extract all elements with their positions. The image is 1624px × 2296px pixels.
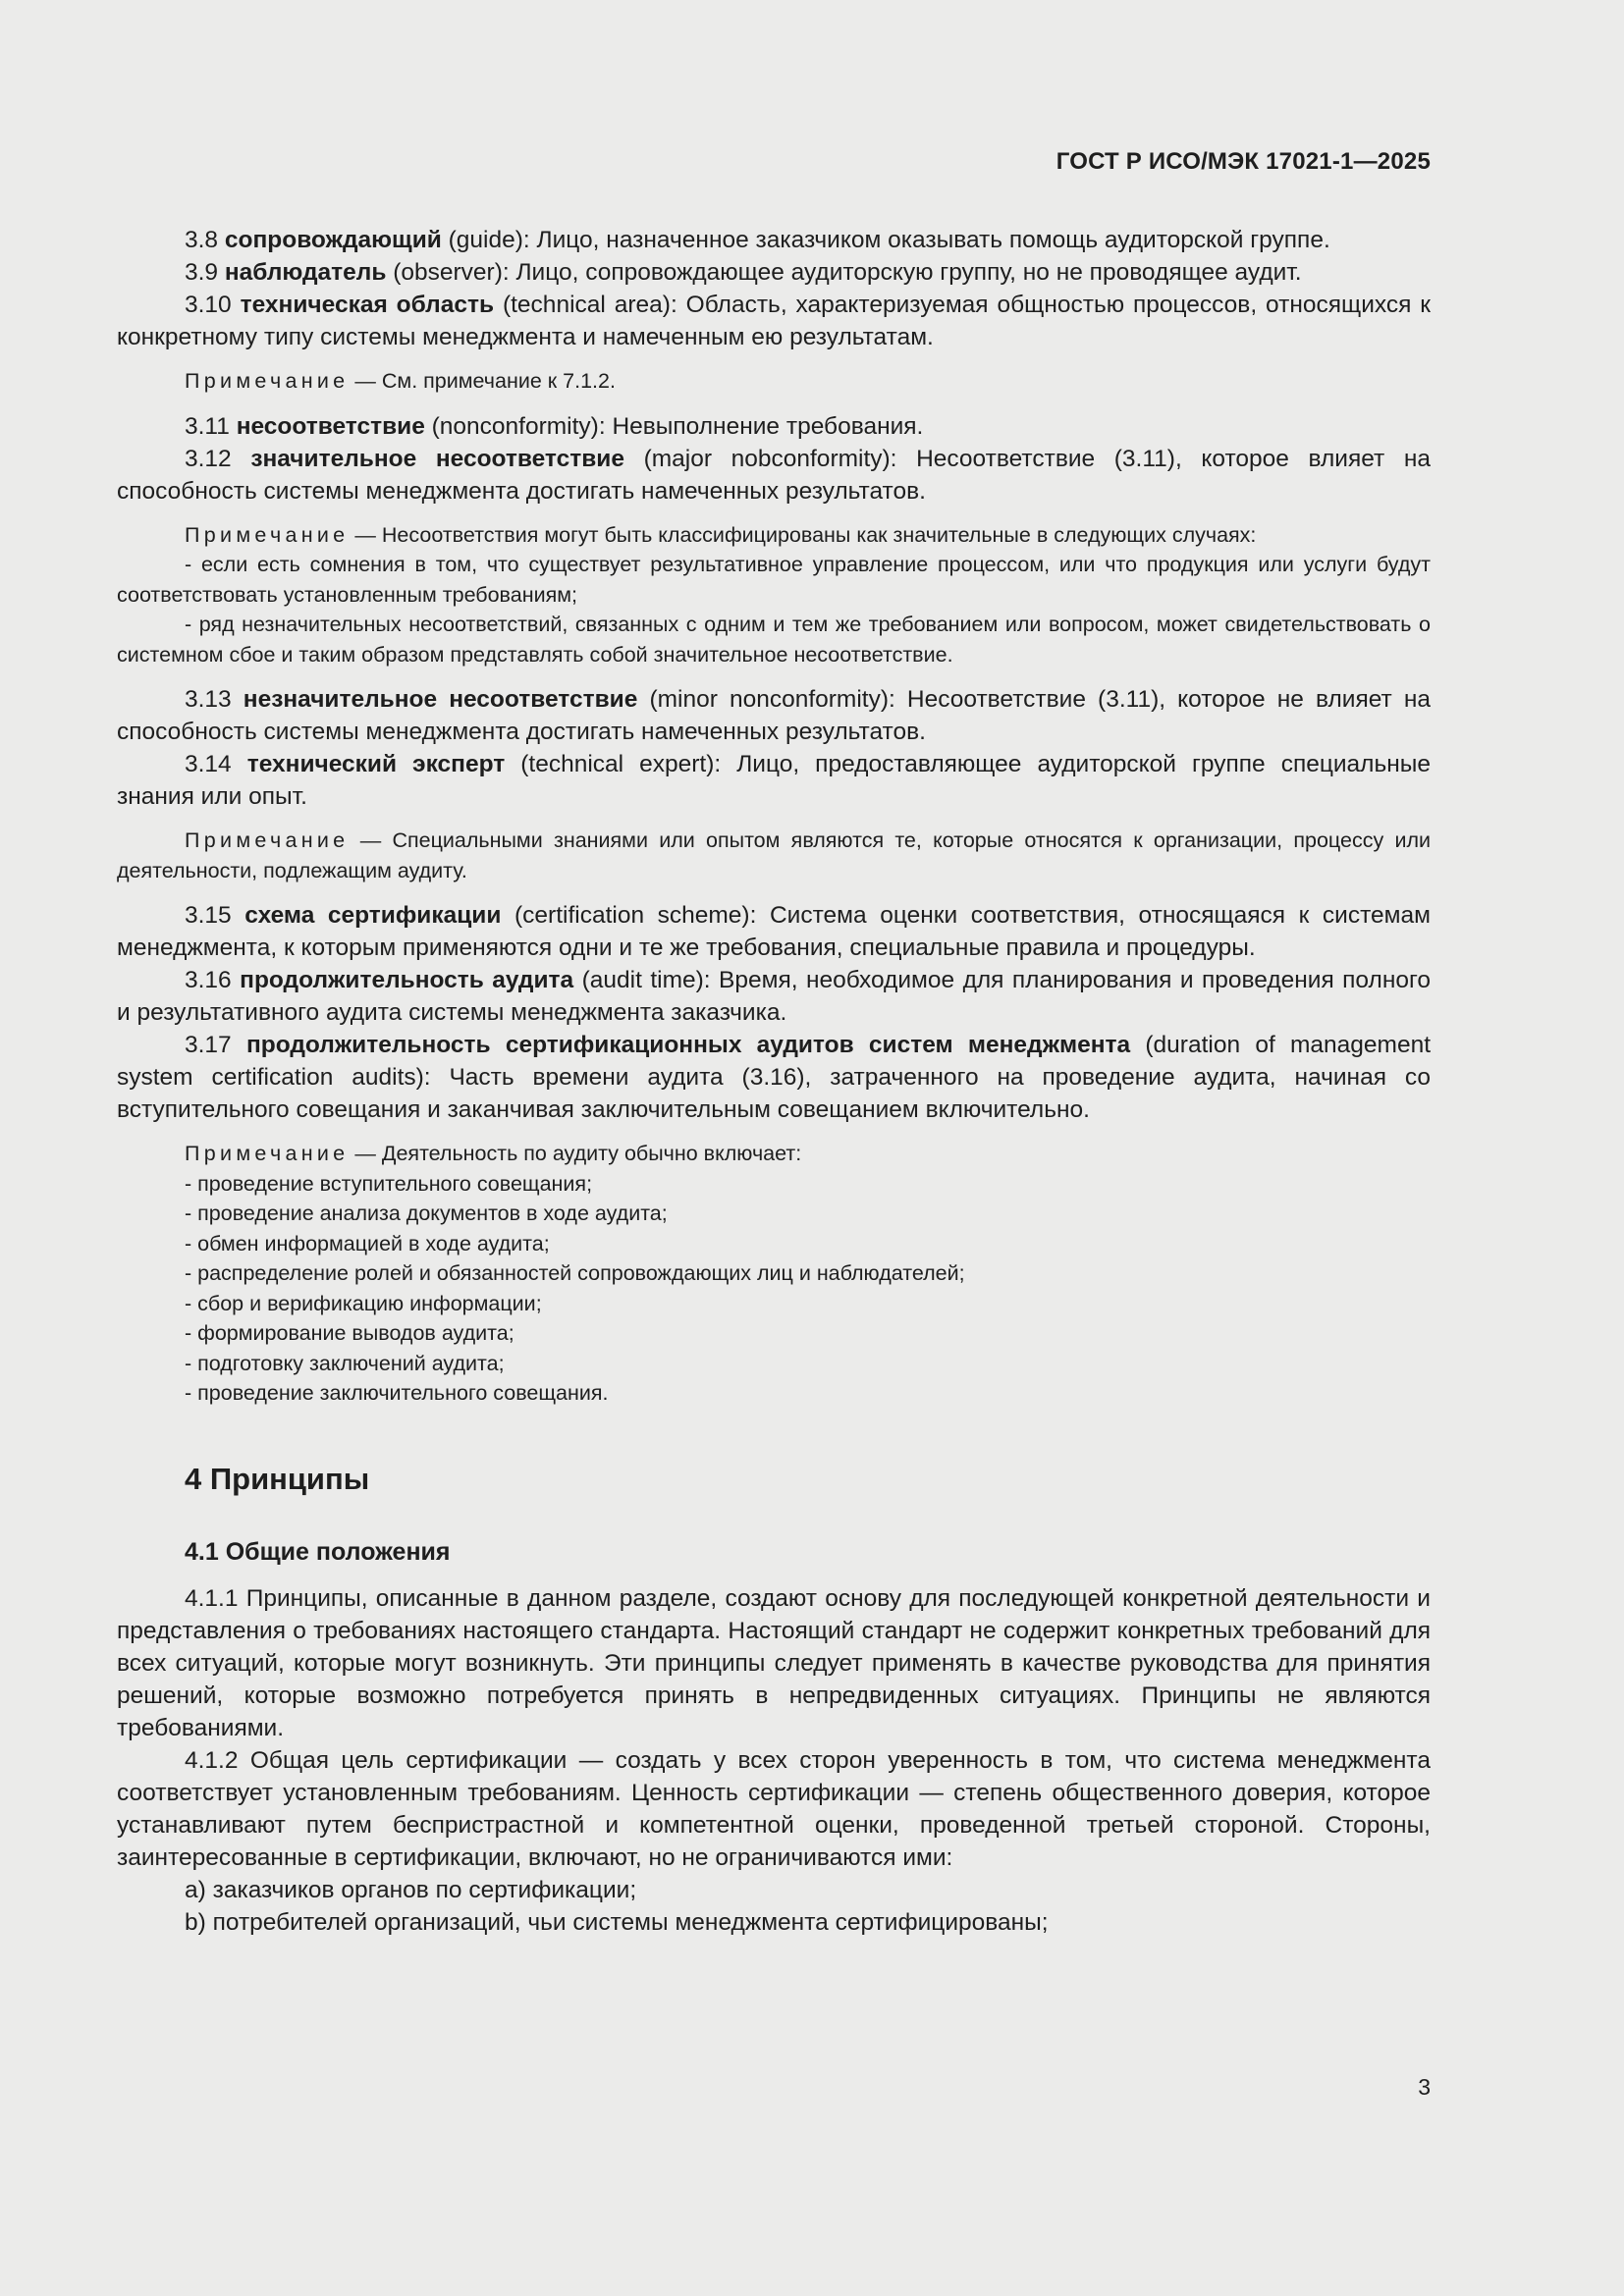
page-content [117,224,1431,1939]
note-list-item: - проведение вступительного совещания; [185,1171,593,1196]
note-list-item: - подготовку заключений аудита; [185,1351,505,1375]
note-list-item: - обмен информацией в ходе аудита; [185,1231,550,1255]
note-list-item: - проведение заключительного совещания. [185,1381,609,1405]
document-header: ГОСТ Р ИСО/МЭК 17021-1—2025 [1056,148,1431,175]
term-definition: 3.11 несоответствие (nonconformity): Невыполнение требования. [185,412,924,440]
note-list-item: - проведение анализа документов в ходе аудита; [185,1201,668,1225]
note-block [117,366,1431,397]
term-definition: 3.14 технический эксперт (technical expert): Лицо, предоставляющее аудиторской группе специальные знания или опыт. [117,751,1432,810]
term-definition: 3.13 незначительное несоответствие (minor nonconformity): Несоответствие (3.11), которое не влияет на способность системы менеджмента достигать намеченных результатов. [117,686,1431,745]
note-list-item: - если есть сомнения в том, что существует результативное управление процессом, или что продукция или услуги будут соответствовать установленным требованиям; [117,553,1431,607]
term-definition: 3.10 техническая область (technical area): Область, характеризуемая общностью процессов, относящихся к конкретному типу системы менеджмента и намеченным ею результатам. [117,292,1432,350]
note: Примечание — Специальными знаниями или опытом являются те, которые относятся к организации, процессу или деятельности, подлежащим аудиту. [117,828,1432,882]
term-definition: 3.16 продолжительность аудита (audit time): Время, необходимое для планирования и проведения полного и результативного аудита системы менеджмента заказчика. [117,967,1431,1026]
note-list-item: - ряд незначительных несоответствий, связанных с одним и тем же требованием или вопросом, может свидетельствовать о системном сбое и таким образом представлять собой значительное несоответствие. [117,613,1431,667]
note: Примечание — Несоответствия могут быть классифицированы как значительные в следующих случаях: [185,522,1257,547]
note-list-item: - формирование выводов аудита; [185,1321,514,1345]
note-block [117,1139,1431,1409]
note: Примечание — См. примечание к 7.1.2. [185,369,616,393]
note-list-item: - сбор и верификацию информации; [185,1291,542,1315]
clause-paragraph: 4.1.2 Общая цель сертификации — создать у всех сторон уверенность в том, что система менеджмента соответствует установленным требованиям. Ценность сертификации — степень общественного доверия, которое устанавливают путем беспристрастной и компетентной оценки, проведенной третьей стороной. Стороны, заинтересованные в сертификации, включают, но не ограничиваются ими: [117,1746,1431,1871]
subsection-heading: 4.1 Общие положения [185,1537,451,1566]
list-item: a) заказчиков органов по сертификации; [185,1876,637,1903]
term-definition: 3.15 схема сертификации (certification scheme): Система оценки соответствия, относящаяся к системам менеджмента, к которым применяются одни и те же требования, специальные правила и процедуры. [117,902,1431,961]
term-definition: 3.9 наблюдатель (observer): Лицо, сопровождающее аудиторскую группу, но не проводящее аудит. [185,259,1302,286]
note: Примечание — Деятельность по аудиту обычно включает: [185,1142,802,1165]
page-number: 3 [1418,2074,1431,2100]
note-block [117,826,1431,885]
clause-paragraph: 4.1.1 Принципы, описанные в данном разделе, создают основу для последующей конкретной деятельности и представления о требованиях настоящего стандарта. Настоящий стандарт не содержит конкретных требований для всех ситуаций, которые могут возникнуть. Эти принципы следует применять в качестве руководства для принятия решений, которые возможно потребуется принять в непредвиденных ситуациях. Принципы не являются требованиями. [117,1584,1431,1741]
note-list-item: - распределение ролей и обязанностей сопровождающих лиц и наблюдателей; [185,1261,965,1285]
list-item: b) потребителей организаций, чьи системы менеджмента сертифицированы; [185,1908,1049,1936]
term-definition: 3.8 сопровождающий (guide): Лицо, назначенное заказчиком оказывать помощь аудиторской группе. [185,227,1330,253]
note-block [117,520,1431,670]
term-definition: 3.12 значительное несоответствие (major nobconformity): Несоответствие (3.11), которое влияет на способность системы менеджмента достигать намеченных результатов. [117,445,1432,505]
term-definition: 3.17 продолжительность сертификационных аудитов систем менеджмента (duration of management system certification audits): Часть времени аудита (3.16), затраченного на проведение аудита, начиная со вступительного совещания и заканчивая заключительным совещанием включительно. [117,1032,1432,1123]
section-heading: 4 Принципы [185,1461,370,1496]
